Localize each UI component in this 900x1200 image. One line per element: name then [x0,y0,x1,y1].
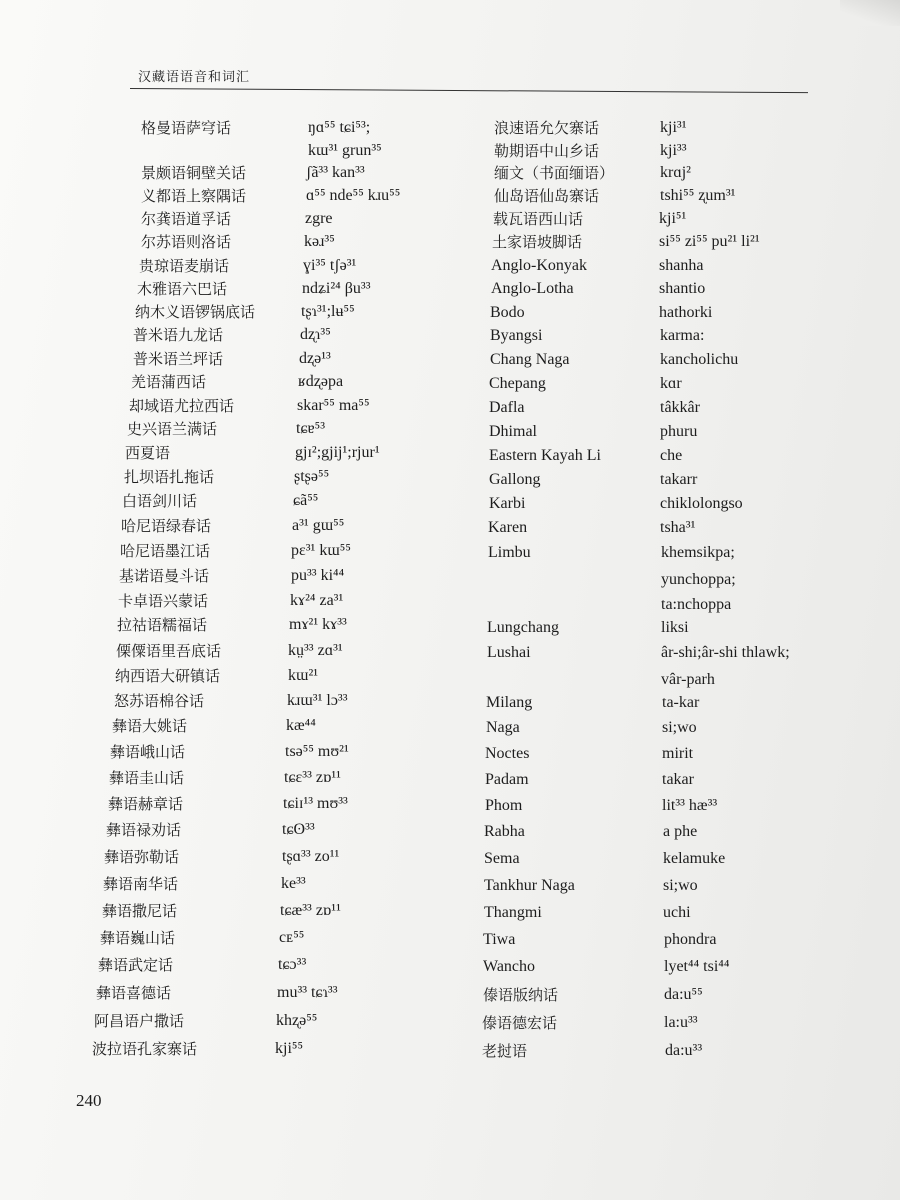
word-form: vâr-parh [661,671,715,688]
word-form: hathorki [659,304,713,321]
word-form: tɕæ³³ zɒ¹¹ [280,902,341,919]
word-form: phuru [660,423,698,440]
word-form: uchi [663,904,691,921]
word-form: takar [662,771,694,788]
language-name: Lungchang [487,619,559,636]
word-form: si⁵⁵ zi⁵⁵ pu²¹ li²¹ [659,233,760,250]
word-form: ɑ⁵⁵ nde⁵⁵ kɹu⁵⁵ [306,187,401,204]
word-form: tɕiɪ¹³ mʊ³³ [283,795,348,812]
word-form: ke³³ [281,875,306,892]
language-name: Dhimal [489,423,537,440]
word-form: tʂɑ³³ zo¹¹ [282,848,340,865]
word-form: skar⁵⁵ ma⁵⁵ [297,397,370,414]
word-form: kji³¹ [660,119,687,136]
language-name: Anglo-Konyak [491,257,587,274]
language-name: 尔苏语则洛话 [141,233,232,251]
word-form: pu³³ ki⁴⁴ [291,567,345,584]
language-name: Byangsi [490,327,543,344]
language-name: Noctes [485,745,530,762]
word-form: si;wo [662,719,697,736]
word-form: tsha³¹ [660,519,696,536]
language-name: 波拉语孔家寨话 [92,1040,198,1058]
language-name: 土家语坡脚话 [492,233,583,251]
word-form: mɤ²¹ kɤ³³ [289,616,347,633]
word-form: ŋɑ⁵⁵ tɕi⁵³; [308,119,371,136]
word-form: a phe [663,823,698,840]
language-name: 史兴语兰满话 [127,420,218,438]
language-name: Sema [484,850,520,867]
language-name: 纳木义语锣锅底话 [135,303,256,321]
language-name: 彝语弥勒话 [104,848,180,866]
language-name: 普米语九龙话 [133,326,224,344]
page-corner [840,0,900,26]
language-name: 木雅语六巴话 [137,280,228,298]
language-name: 白语剑川话 [122,492,198,510]
page-number: 240 [76,1091,102,1110]
word-form: zgre [305,210,333,227]
word-form: shanha [659,257,704,274]
language-name: Gallong [489,471,541,488]
language-name: Tiwa [483,931,516,948]
word-form: ɣi³⁵ tʃə³¹ [303,257,357,274]
word-form: kji⁵¹ [659,210,687,227]
language-name: 彝语南华话 [103,875,179,893]
word-form: tâkkâr [660,399,700,416]
language-name: Chang Naga [490,351,570,368]
word-form: da:u³³ [665,1042,703,1059]
word-form: ta:nchoppa [661,596,732,613]
word-form: tɕɛ³³ zɒ¹¹ [284,769,341,786]
language-name: 格曼语萨穹话 [141,119,232,137]
word-form: kɯ³¹ grun³⁵ [308,142,382,159]
language-name: Naga [486,719,520,736]
word-form: phondra [664,931,717,948]
language-name: Phom [485,797,523,814]
language-name: 傣语版纳话 [483,986,559,1004]
language-name: 浪速语允欠寨话 [494,119,600,137]
language-name: Wancho [483,958,536,975]
language-name: 基诺语曼斗话 [119,567,210,585]
word-form: kji⁵⁵ [275,1040,304,1057]
language-name: 卡卓语兴蒙话 [118,592,209,610]
language-name: 彝语撒尼话 [102,902,178,920]
word-form: cᴇ⁵⁵ [279,929,305,946]
language-name: 彝语巍山话 [100,929,176,947]
word-form: yunchoppa; [661,571,736,588]
word-form: liksi [661,619,689,636]
language-name: 尔龚语道孚话 [141,210,232,228]
language-name: 老挝语 [482,1042,528,1060]
word-form: lyet⁴⁴ tsi⁴⁴ [664,958,730,975]
word-form: kṳ³³ zɑ³¹ [288,642,343,659]
word-form: âr-shi;âr-shi thlawk; [661,644,790,661]
word-form: khʐə⁵⁵ [276,1012,318,1029]
word-form: la:u³³ [664,1014,698,1031]
language-name: 哈尼语绿春话 [121,517,212,535]
word-form: kəɹ³⁵ [304,233,335,250]
language-name: Tankhur Naga [484,877,575,894]
language-name: 拉祜语糯福话 [117,616,208,634]
language-name: Eastern Kayah Li [489,447,601,464]
language-name: 却域语尤拉西话 [129,397,235,415]
language-name: 景颇语铜壁关话 [141,164,247,182]
language-name: 傈僳语里吾底话 [116,642,222,660]
word-form: chiklolongso [660,495,743,512]
word-form: mirit [662,745,694,762]
language-name: Limbu [488,544,531,561]
language-name: Karbi [489,495,526,512]
running-header: 汉藏语语音和词汇 [138,70,251,85]
word-form: tshi⁵⁵ ʐum³¹ [660,187,736,204]
word-form: ndʑi²⁴ βu³³ [302,280,371,297]
language-name: Lushai [487,644,531,661]
word-form: khemsikpa; [661,544,735,561]
language-name: 彝语大姚话 [112,717,188,735]
language-name: 勒期语中山乡话 [494,142,600,160]
word-form: tɕɐ⁵³ [296,420,326,437]
language-name: 哈尼语墨江话 [120,542,211,560]
word-form: tɕʘ³³ [282,821,315,838]
word-form: dʐɿ³⁵ [300,326,331,343]
language-name: 傣语德宏话 [482,1014,558,1032]
language-name: 普米语兰坪话 [133,350,224,368]
word-form: kancholichu [660,351,739,368]
language-name: 彝语武定话 [98,956,174,974]
word-form: kɹɯ³¹ lɔ³³ [287,692,348,709]
word-form: a³¹ gɯ⁵⁵ [292,517,345,534]
word-form: tsə⁵⁵ mʊ²¹ [285,743,349,760]
language-name: Padam [485,771,529,788]
word-form: krɑj² [660,164,691,181]
word-form: kæ⁴⁴ [286,717,316,734]
language-name: Rabha [484,823,525,840]
language-name: 彝语赫章话 [108,795,184,813]
word-form: lit³³ hæ³³ [662,797,718,814]
language-name: 义都语上察隅话 [141,187,247,205]
language-name: 西夏语 [125,444,171,462]
language-name: 贵琼语麦崩话 [139,257,230,275]
word-form: ɕã⁵⁵ [293,492,319,509]
word-form: ta-kar [662,694,700,711]
language-name: Anglo-Lotha [491,280,574,297]
language-name: Karen [488,519,528,536]
language-name: Milang [486,694,533,711]
word-form: pɛ³¹ kɯ⁵⁵ [291,542,351,559]
language-name: 彝语圭山话 [109,769,185,787]
language-name: Dafla [489,399,525,416]
word-form: dʐə¹³ [299,350,331,367]
word-form: ʃã³³ kan³³ [306,164,365,181]
language-name: 缅文（书面缅语） [494,164,615,182]
word-form: kɤ²⁴ za³¹ [290,592,344,609]
word-form: gjɪ²;gjij¹;rjur¹ [295,444,380,461]
word-form: karma: [660,327,705,344]
word-form: da:u⁵⁵ [664,986,703,1003]
word-form: kji³³ [660,142,687,159]
word-form: kɯ²¹ [288,667,319,684]
word-form: si;wo [663,877,698,894]
language-name: 仙岛语仙岛寨话 [494,187,600,205]
language-name: 载瓦语西山话 [493,210,584,228]
word-form: ʁdʐəpa [298,373,344,390]
language-name: 怒苏语棉谷话 [114,692,205,710]
word-form: tʂɿ³¹;lʉ⁵⁵ [301,303,355,320]
word-form: kelamuke [663,850,726,867]
word-form: takarr [660,471,698,488]
language-name: 羌语蒲西话 [131,373,207,391]
word-form: kɑr [660,375,682,392]
language-name: 阿昌语户撒话 [94,1012,185,1030]
language-name: Bodo [490,304,525,321]
word-form: tɕɔ³³ [278,956,307,973]
word-form: shantio [659,280,706,297]
language-name: Thangmi [484,904,542,921]
language-name: 彝语禄劝话 [106,821,182,839]
word-form: mu³³ tɕɿ³³ [277,984,338,1001]
language-name: 彝语喜德话 [96,984,172,1002]
language-name: 扎坝语扎拖话 [124,468,215,486]
language-name: 纳西语大研镇话 [115,667,221,685]
word-form: che [660,447,683,464]
language-name: 彝语峨山话 [110,743,186,761]
language-name: Chepang [489,375,546,392]
word-form: ʂtʂə⁵⁵ [294,468,330,485]
